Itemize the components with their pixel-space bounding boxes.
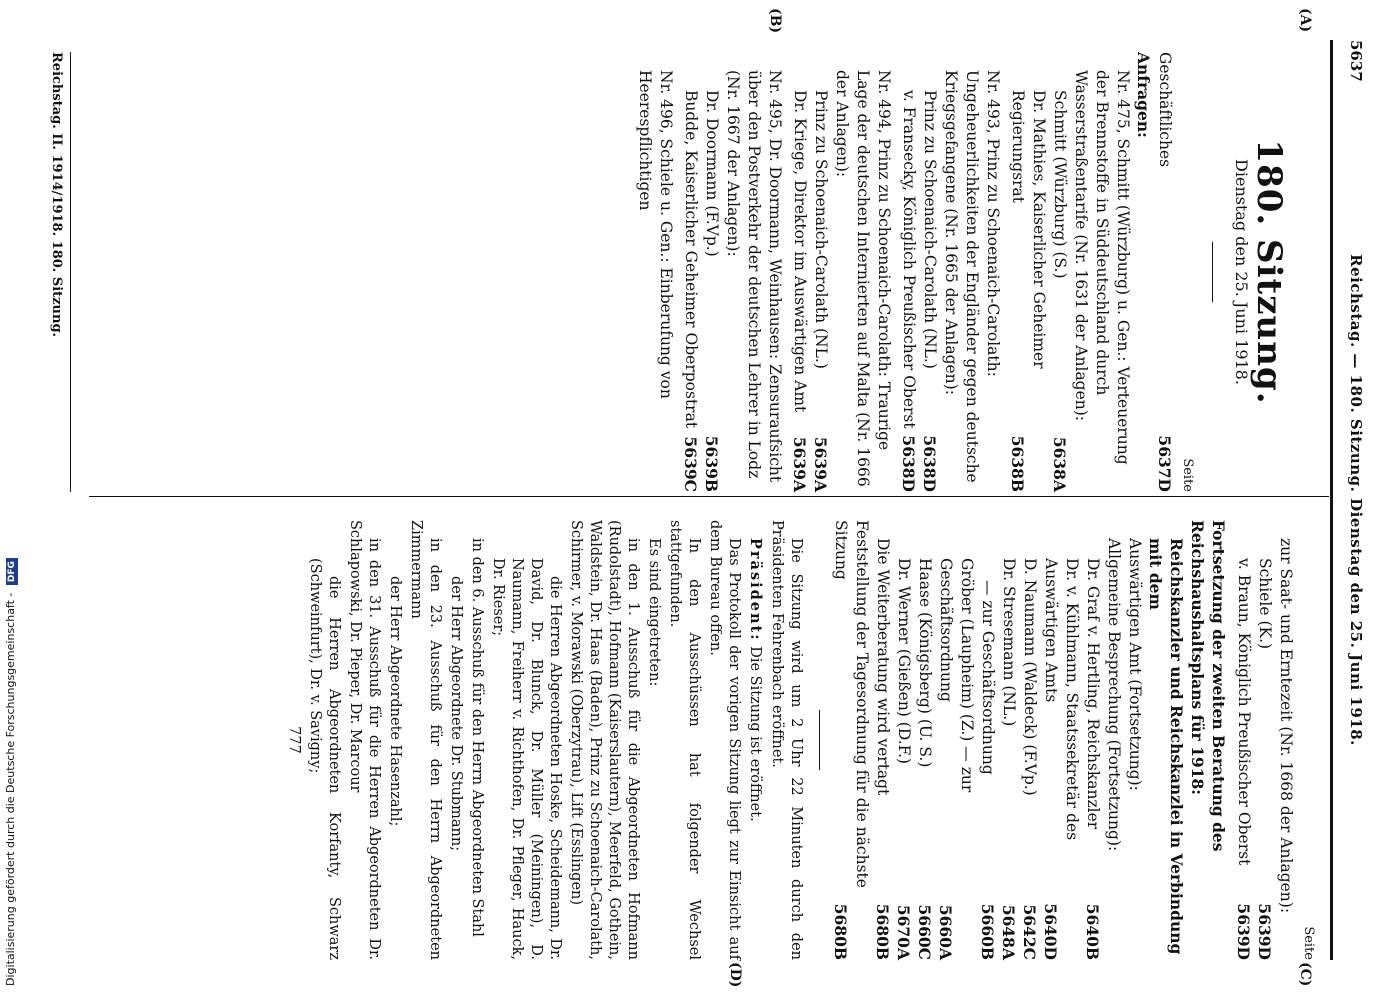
- toc-entry: [872, 520, 893, 960]
- toc-text: Dr. Graf v. Hertling, Reichskanzler: [1084, 558, 1102, 830]
- toc-entry: [1040, 520, 1082, 960]
- toc-text: v. Braun, Königlich Preußischer Oberst: [1235, 558, 1253, 866]
- page-ref: 5670A: [894, 904, 913, 960]
- toc-text: v. Fransecky, Königlich Preußischer Oberst: [900, 90, 918, 429]
- body-paragraph: Das Protokoll der vorigen Sitzung liegt zur Einsicht auf dem Bureau offen.: [707, 520, 742, 960]
- credit-text: Digitalisierung gefördert durch die Deutsche Forschungsgemeinschaft -: [4, 592, 17, 986]
- page-ref: 5638D: [899, 435, 918, 492]
- toc-text: Feststellung der Tagesordnung für die nächste Sitzung: [832, 520, 871, 888]
- page-ref: 5680B: [873, 903, 892, 960]
- toc-entry: [680, 52, 701, 492]
- toc-text: Prinz zu Schoenaich-Carolath (NL.): [812, 90, 830, 369]
- toc-text: zur Saat- und Erntezeit (Nr. 1668 der Anlagen):: [1277, 538, 1295, 914]
- toc-text: Nr. 475, Schmitt (Würzburg) u. Gen.: Verteuerung der Brennstoffe in Süddeutschland durch Wasserstraßentarife (Nr. 1631 der Anlagen):: [1072, 70, 1132, 465]
- toc-text: Dr. Stresemann (NL.): [1000, 558, 1018, 727]
- toc-entry: [1082, 520, 1103, 960]
- toc-text: Geschäftliches: [1156, 52, 1174, 168]
- margin-marker-b: (B): [767, 8, 783, 34]
- session-date: Dienstag den 25. Juni 1918.: [1232, 159, 1251, 385]
- speech-text: Die Sitzung ist eröffnet.: [747, 646, 763, 822]
- toc-entry: [898, 52, 919, 492]
- page-ref: 5660B: [978, 903, 997, 960]
- toc-text: D. Naumann (Waldeck) (F.Vp.): [1021, 558, 1039, 796]
- page-ref: 5648A: [999, 904, 1018, 960]
- toc-entry: [830, 520, 872, 960]
- toc-text: Reichskanzler und Reichskanzlei in Verbindung mit dem: [1146, 538, 1186, 955]
- toc-entry: [789, 52, 810, 492]
- section-heading: Anfragen:: [1134, 52, 1153, 138]
- toc-entry: [998, 520, 1019, 960]
- toc-entry: [977, 520, 998, 960]
- seite-label: Seite: [1301, 926, 1316, 960]
- page-ref: 5642C: [1020, 904, 1039, 960]
- toc-text: Fortsetzung der zweiten Beratung des Reichshaushaltsplans für 1918:: [1188, 520, 1228, 852]
- toc-entry: [1019, 520, 1040, 960]
- page-ref: 5680B: [831, 903, 850, 960]
- digitization-credit: [0, 0, 22, 1000]
- page-ref: 5639C: [681, 436, 700, 492]
- toc-text: Schmitt (Würzburg) (S.): [1051, 90, 1069, 279]
- toc-text: Allgemeine Besprechung (Fortsetzung):: [1105, 538, 1123, 852]
- page-ref: 5639D: [1234, 903, 1253, 960]
- right-column: [284, 520, 1319, 960]
- page-ref: 5639D: [1255, 903, 1274, 960]
- running-title: Reichstag. — 180. Sitzung. Dienstag den 25. Juni 1918.: [1347, 254, 1365, 746]
- toc-entry: [935, 520, 977, 960]
- page-mark: 777: [286, 726, 302, 754]
- toc-text: Budde, Kaiserlicher Geheimer Oberpostrat: [682, 90, 700, 429]
- toc-entry: [1049, 52, 1070, 492]
- column-rule: [89, 496, 1329, 497]
- speaker-label: Präsident:: [747, 538, 764, 642]
- divider: [819, 710, 820, 770]
- toc-text: Nr. 496, Schiele u. Gen.: Einberufung von Heerespflichtigen: [636, 70, 675, 399]
- left-column: [634, 52, 1319, 492]
- toc-text: Dr. Mathies, Kaiserlicher Geheimer Regierungsrat: [1009, 90, 1048, 369]
- body-paragraph: Es sind eingetreten:: [646, 538, 662, 687]
- toc-entry: [914, 520, 935, 960]
- toc-text: Schiele (K.): [1256, 558, 1274, 650]
- page-ref: 5639B: [702, 435, 721, 492]
- page-ref: 5638D: [920, 435, 939, 492]
- toc-entry: [1154, 52, 1175, 492]
- toc-text: Dr. v. Kühlmann, Staatssekretär des Auswärtigen Amts: [1042, 558, 1081, 841]
- page-ref: 5640B: [1083, 903, 1102, 960]
- body-paragraph: in den 1. Ausschuß für die Abgeordneten Hofmann (Rudolstadt), Hofmann (Kaiserslautern), Meerfeld, Gothein, Waldstein, Dr. Haas (Baden), Prinz zu Schoenaich-Carolath, Schirmer, v. Morawski (Oberzytrau), Lift (Esslingen): [568, 520, 641, 960]
- page-footer: Reichstag. II. 1914/1918. 180. Sitzung.: [49, 52, 71, 492]
- toc-text: Dr. Kriege, Direktor im Auswärtigen Amt: [791, 90, 809, 413]
- toc-entry: [1007, 52, 1049, 492]
- toc-entry: [1254, 520, 1275, 960]
- body-paragraph: in den 6. Ausschuß für den Herrn Abgeordneten Stahl: [469, 538, 485, 937]
- body-paragraph: in den 31. Ausschuß für die Herren Abgeordneten Dr. Schlapowski, Dr. Pieper, Dr. Marcour: [347, 520, 382, 960]
- session-number: 180. Sitzung.: [1249, 139, 1289, 405]
- page-ref: 5638B: [1008, 435, 1027, 492]
- body-paragraph: [745, 520, 765, 960]
- page-ref: 5660A: [936, 904, 955, 960]
- body-paragraph: in den 23. Ausschuß für den Herrn Abgeordneten Zimmermann: [408, 520, 443, 960]
- toc-entry: [893, 520, 914, 960]
- body-paragraph: der Herr Abgeordnete Dr. Stubmann;: [448, 576, 464, 852]
- toc-text: Nr. 495, Dr. Doormann, Weinhausen: Zensuraufsicht über den Postverkehr der deutschen Lehrer in Lodz (Nr. 1667 der Anlagen):: [724, 70, 784, 483]
- divider: [1212, 242, 1213, 302]
- page-ref: 5640D: [1041, 903, 1060, 960]
- toc-text: Nr. 493, Prinz zu Schoenaich-Carolath: Ungeheuerlichkeiten der Engländer gegen deutsche Kriegsgefangene (Nr. 1665 der Anlagen):: [942, 70, 1002, 483]
- toc-text: Nr. 494, Prinz zu Schoenaich-Carolath: Traurige Lage der deutschen Internierten auf Malta (Nr. 1666 der Anlagen):: [833, 70, 893, 487]
- page-ref: 5639A: [811, 436, 830, 492]
- margin-marker-a: (A): [1297, 8, 1313, 33]
- toc-text: Dr. Doormann (F.Vp.): [703, 90, 721, 257]
- body-paragraph: In den Ausschüssen hat folgender Wechsel stattgefunden.: [667, 520, 702, 960]
- toc-entry: [919, 52, 940, 492]
- body-paragraph: die Herren Abgeordneten Hoske, Scheidemann, Dr. David, Dr. Blunck, Dr. Müller (Meiningen), D. Naumann, Freiherr v. Richthofen, Dr. Pfleger, Hauck, Dr. Rieser;: [490, 558, 563, 960]
- page-ref: 5639A: [790, 436, 809, 492]
- toc-text: Prinz zu Schoenaich-Carolath (NL.): [921, 90, 939, 369]
- toc-text: Auswärtigen Amt (Fortsetzung):: [1126, 538, 1144, 791]
- margin-marker-d: (D): [727, 962, 743, 988]
- toc-text: Gröber (Laupheim) (Z.) — zur Geschäftsordnung: [937, 558, 976, 793]
- page-header: [1337, 40, 1383, 960]
- page-ref: 5638A: [1050, 436, 1069, 492]
- header-rule: [1330, 40, 1333, 960]
- toc-entry: [810, 52, 831, 492]
- dfg-logo: DFG: [6, 558, 18, 585]
- toc-entry: [701, 52, 722, 492]
- page-ref: 5637D: [1155, 435, 1174, 492]
- toc-text: — zur Geschäftsordnung: [979, 580, 997, 775]
- body-paragraph: der Herr Abgeordnete Hasenzahl;: [387, 576, 403, 827]
- seite-label: Seite: [1180, 458, 1195, 492]
- body-paragraph: Die Sitzung wird um 2 Uhr 22 Minuten durch den Präsidenten Fehrenbach eröffnet.: [769, 520, 804, 960]
- page-ref: 5660C: [915, 904, 934, 960]
- toc-text: Dr. Werner (Gießen) (D.F.): [895, 558, 913, 764]
- toc-entry: [1233, 520, 1254, 960]
- body-paragraph: die Herren Abgeordneten Korfanty, Schwarz (Schweinfurt), Dr. v. Savigny;: [307, 558, 342, 960]
- toc-text: Haase (Königsberg) (U. S.): [916, 558, 934, 768]
- page-number: 5637: [1347, 40, 1365, 82]
- margin-marker-c: (C): [1297, 962, 1313, 987]
- toc-text: Die Weiterberatung wird vertagt: [874, 538, 892, 796]
